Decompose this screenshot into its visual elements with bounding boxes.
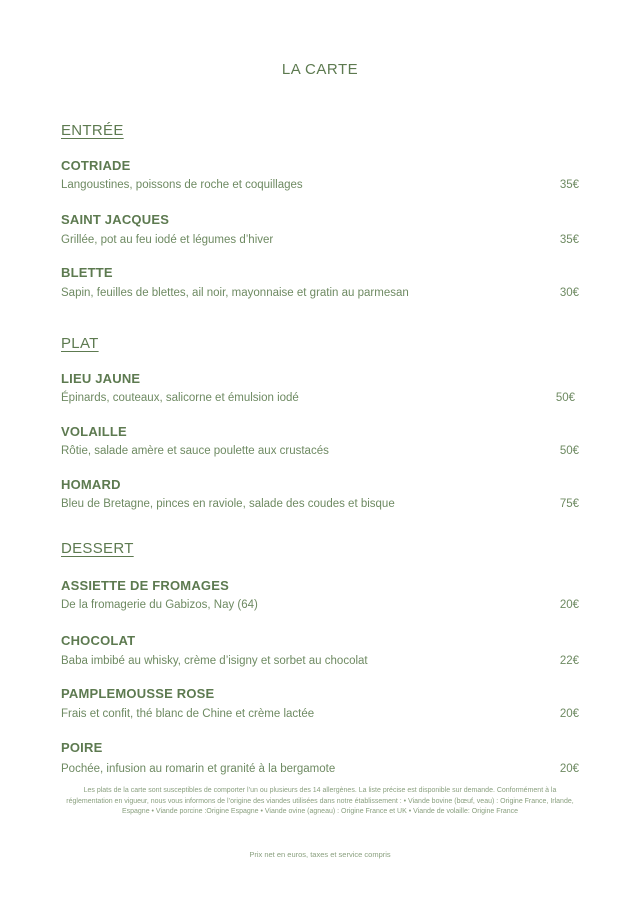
dish-name: BLETTE bbox=[61, 265, 113, 280]
dish-price: 50€ bbox=[559, 445, 579, 457]
section-title-dessert: DESSERT bbox=[61, 540, 134, 557]
dish-description: Langoustines, poissons de roche et coquillages bbox=[61, 179, 303, 191]
dish-price: 20€ bbox=[559, 763, 579, 775]
dish-price: 22€ bbox=[559, 655, 579, 667]
page-title: LA CARTE bbox=[281, 61, 359, 78]
price-footer: Prix net en euros, taxes et service compris bbox=[249, 850, 391, 859]
dish-name: VOLAILLE bbox=[61, 424, 127, 439]
dish-name: COTRIADE bbox=[61, 158, 131, 173]
dish-name: PAMPLEMOUSSE ROSE bbox=[61, 686, 215, 701]
section-title-plat: PLAT bbox=[61, 335, 99, 352]
dish-price: 20€ bbox=[559, 708, 579, 720]
dish-name: HOMARD bbox=[61, 477, 121, 492]
dish-price: 30€ bbox=[559, 287, 579, 299]
dish-description: Grillée, pot au feu iodé et légumes d’hiver bbox=[61, 234, 274, 246]
dish-description: Baba imbibé au whisky, crème d’isigny et sorbet au chocolat bbox=[61, 655, 368, 667]
dish-description: Pochée, infusion au romarin et granité à la bergamote bbox=[61, 763, 336, 775]
dish-name: CHOCOLAT bbox=[61, 633, 136, 648]
dish-description: Épinards, couteaux, salicorne et émulsion iodé bbox=[61, 392, 299, 404]
section-title-entree: ENTRÉE bbox=[61, 122, 124, 139]
dish-price: 75€ bbox=[559, 498, 579, 510]
dish-price: 35€ bbox=[559, 234, 579, 246]
dish-name: ASSIETTE DE FROMAGES bbox=[61, 578, 229, 593]
dish-description: Bleu de Bretagne, pinces en raviole, salade des coudes et bisque bbox=[61, 498, 395, 510]
dish-name: LIEU JAUNE bbox=[61, 371, 141, 386]
allergen-origin-notice: Les plats de la carte sont susceptibles de comporter l’un ou plusieurs des 14 allergènes. La liste précise est disponible sur demande. Conformément à la réglementation en vigueur, nous vous informons de l’origine des viandes utilisées dans notre établissement : • Viande bovine (bœuf, veau) : Origine France, Irlande, Espagne • Viande porcine :Origine Espagne • Viande ovine (agneau) : Origine France et UK • Viande de volaille: Origine France bbox=[66, 787, 574, 815]
dish-description: Sapin, feuilles de blettes, ail noir, mayonnaise et gratin au parmesan bbox=[61, 287, 409, 299]
dish-price: 50€ bbox=[555, 392, 575, 404]
dish-name: SAINT JACQUES bbox=[61, 212, 170, 227]
dish-description: Frais et confit, thé blanc de Chine et crème lactée bbox=[61, 708, 315, 720]
dish-name: POIRE bbox=[61, 740, 103, 755]
dish-description: Rôtie, salade amère et sauce poulette aux crustacés bbox=[61, 445, 329, 457]
dish-description: De la fromagerie du Gabizos, Nay (64) bbox=[61, 599, 258, 611]
dish-price: 35€ bbox=[559, 179, 579, 191]
dish-price: 20€ bbox=[559, 599, 579, 611]
